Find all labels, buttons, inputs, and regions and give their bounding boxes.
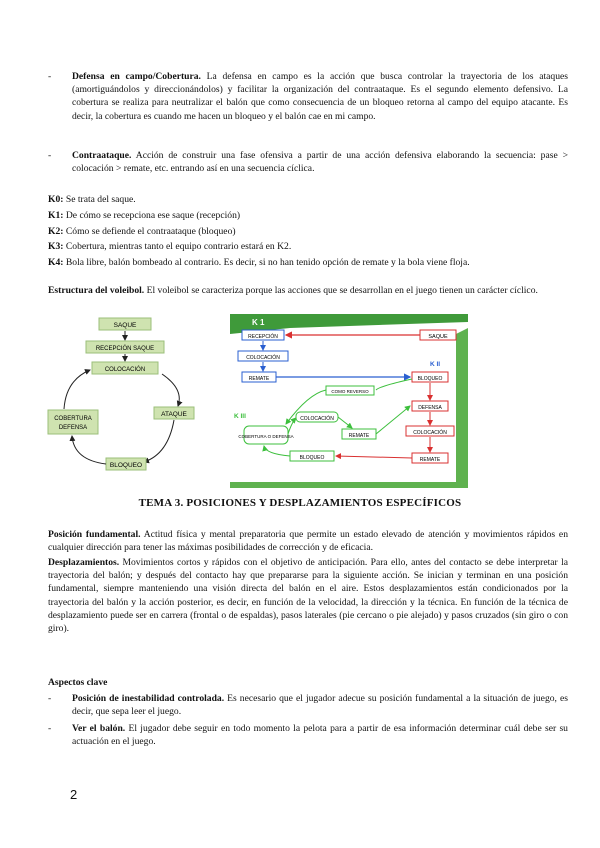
bullet-term: Contraataque. [72, 150, 132, 161]
label-colocacion-2: COLOCACIÓN [413, 430, 447, 436]
k-line [48, 193, 568, 206]
aspecto-item [48, 692, 568, 718]
k-text: Se trata del saque. [63, 194, 136, 205]
label-ataque: ATAQUE [161, 411, 187, 418]
estructura-paragraph [48, 284, 568, 297]
k-text: Bola libre, balón bombeado al contrario. Es decir, si no han tenido opción de remate y la bola viene floja. [63, 257, 470, 268]
k-line [48, 209, 568, 222]
bullet-term: Defensa en campo/Cobertura. [72, 71, 201, 82]
diagram-cycle [44, 314, 204, 482]
k-text: Cómo se defiende el contraataque (bloqueo) [63, 226, 236, 237]
label-cobertura: COBERTURA O DEFENSA [238, 434, 294, 439]
label-bloqueo: BLOQUEO [109, 462, 143, 469]
posicion-paragraph [48, 528, 568, 554]
label-colocacion-3: COLOCACIÓN [300, 416, 334, 422]
label-recepcion: RECEPCIÓN SAQUE [95, 346, 155, 352]
bullet-dash: - [48, 723, 52, 734]
aspecto-term: Posición de inestabilidad controlada. [72, 693, 225, 704]
k-line [48, 256, 568, 269]
k-text: Cobertura, mientras tanto el equipo contrario estará en K2. [63, 241, 292, 252]
label-bloqueo: BLOQUEO [417, 376, 443, 382]
label-bola-libre: COMO REVERSO [331, 389, 369, 394]
label-colocacion: COLOCACIÓN [246, 355, 280, 361]
label-remate: REMATE [248, 376, 270, 382]
page-number: 2 [70, 787, 78, 802]
label-cobertura: COBERTURA [54, 416, 92, 422]
desplazamientos-paragraph [48, 556, 568, 635]
aspecto-text: El jugador debe seguir en todo momento la pelota para a partir de esa información determinar cuál debe ser su actuación en el juego. [72, 723, 568, 748]
k-text: De cómo se recepciona ese saque (recepción) [63, 210, 241, 221]
diagram-k-complexes [230, 314, 468, 488]
k-code: K1: [48, 210, 64, 221]
bullet-dash: - [48, 150, 52, 161]
aspecto-term: Ver el balón. [72, 723, 126, 734]
estructura-text: El voleibol se caracteriza porque las acciones que se desarrollan en el juego tienen un carácter cíclico. [144, 285, 538, 296]
label-defensa: DEFENSA [418, 405, 442, 411]
bullet-dash: - [48, 693, 52, 704]
label-k3: K III [234, 413, 246, 420]
bottom-band [230, 482, 456, 488]
label-colocacion: COLOCACIÓN [104, 367, 146, 373]
label-bloqueo-2: BLOQUEO [299, 455, 325, 461]
k-code: K2: [48, 226, 64, 237]
bullet-dash: - [48, 71, 52, 82]
aspecto-text: Es necesario que el jugador adecue su posición fundamental a la situación de juego, es decir, que sepa leer el juego. [72, 693, 568, 718]
label-defensa: DEFENSA [58, 425, 88, 431]
section-title: TEMA 3. POSICIONES Y DESPLAZAMIENTOS ESPECÍFICOS [138, 497, 462, 509]
k-code: K3: [48, 241, 64, 252]
aspectos-title: Aspectos clave [48, 677, 108, 688]
bullet-text: La defensa en campo es la acción que busca controlar la trayectoria de los ataques (amortiguándolos y direccionándolos) y facilitar la organización del contraataque. Es el segundo elemento defensivo. La cobertura se realiza para neutralizar el balón que como consecuencia de un bloqueo retorna al campo del equipo atacante. Es decir, la cobertura es cuando me hacen un bloqueo y el balón cae en mi campo. [72, 71, 568, 122]
bullet-contraataque [48, 149, 568, 175]
bullet-text: Acción de construir una fase ofensiva a partir de una acción defensiva elaborando la secuencia: pase > colocación > remate, etc. entrando así en una secuencia cíclica. [72, 150, 568, 175]
label-recepcion: RECEPCIÓN [248, 334, 278, 340]
k-line [48, 225, 568, 238]
label-k2: K II [430, 361, 441, 368]
desplazamientos-text: Movimientos cortos y rápidos con el objetivo de anticipación. Para ello, antes del contacto se debe interpretar la trayectoria del balón; y después del contacto hay que prepararse para la siguiente acción. Se inician y terminan en una posición fundamental, siempre manteniendo una visión directa del balón en el aire. Estos desplazamientos están condicionados por la trayectoria del balón y la acción posterior, es decir, en función de la velocidad, la dirección y la técnica. En función de la técnica de desplazamiento puede ser en carrera (frontal o de espaldas), pasos laterales (pie cercano o pie alejado) y pasos cruzados (sin giro o con giro). [48, 557, 568, 635]
aspecto-item [48, 722, 568, 748]
label-saque: SAQUE [428, 334, 448, 340]
estructura-term: Estructura del voleibol. [48, 285, 145, 296]
label-remate-2: REMATE [419, 457, 441, 463]
k-code: K0: [48, 194, 64, 205]
k-line [48, 240, 568, 253]
posicion-term: Posición fundamental. [48, 529, 141, 540]
posicion-text: Actitud física y mental preparatoria que permite un estado elevado de atención y movimientos rápidos en cualquier dirección para tener las máximas posibilidades de corrección y de eficacia. [48, 529, 568, 554]
label-saque: SAQUE [113, 322, 137, 329]
bullet-defensa-campo [48, 70, 568, 123]
k-code: K4: [48, 257, 64, 268]
label-remate-3: REMATE [348, 433, 370, 439]
label-k1: K 1 [252, 318, 265, 327]
desplazamientos-term: Desplazamientos. [48, 557, 120, 568]
right-band [456, 328, 468, 488]
